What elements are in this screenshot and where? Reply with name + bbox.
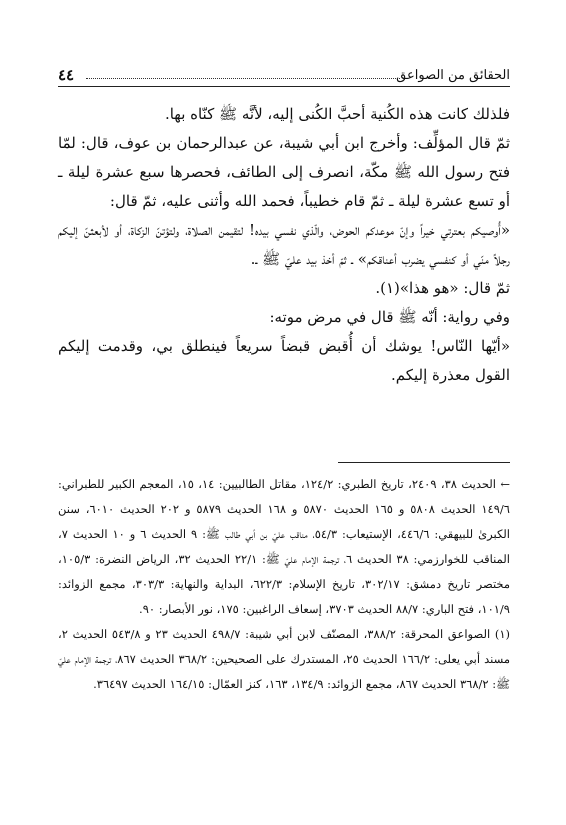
header-dot-leader [86, 78, 400, 79]
paragraph: ثمّ قال المؤلِّف: وأخرج ابن أبي شيبة، عن عبدالرحمان بن عوف، قال: لمّا فتح رسول الله ﷺ مكّة، انصرف إلى الطائف، فحصرها سبع عشرة ليلة ـ أو تسع عشرة ليلة ـ ثمّ قام خطيباً، فحمد الله وأثنى عليه، ثمّ قال: [58, 134, 510, 210]
quote-paragraph: «أيّها النّاس! يوشك أن أُقبض قبضاً سريعاً فينطلق بي، وقدمت إليكم القول معذرة إليكم. [58, 337, 510, 384]
header-rule [58, 86, 510, 87]
running-header [58, 64, 510, 88]
quote-paragraph: «أُوصيكم بعترتي خيراً وإنّ موعدكم الحوض، والّذي نفسي بيده! لتقيمن الصلاة، ولتؤتنّ الزكاة، أو لأبعثنّ إليكم رجلاً منّي أو كنفسي يضرب أعناقكم» ـ ثمّ أخذ بيد عليّ ﷺ ـ. [58, 221, 510, 268]
paragraph: وفي رواية: أنّه ﷺ قال في مرض موته: [269, 308, 510, 326]
paragraph: فلذلك كانت هذه الكُنية أحبَّ الكُنى إليه، لأنَّه ﷺ كنّاه بها. [164, 105, 510, 123]
book-title: الحقائق من الصواعق [396, 68, 510, 83]
paragraph: ثمّ قال: «هو هذا»(١). [375, 279, 510, 297]
footnotes [58, 472, 510, 697]
footnote-continuation: ← الحديث ٣٨، ٢٤٠٩، تاريخ الطبري: ١٢٤/٢، مقاتل الطالبيين: ١٤، ١٥، المعجم الكبير للطبراني: ١٤٩/٦ الحديث ٥٨٠٨ و ١٦٥ الحديث ٥٨٧٠ و ١٦٨ الحديث ٥٨٧٩ و ٢٠٢ الحديث ٦٠١٠، سنن الكبرىٰ للبيهقي: ٤٤٦/٦، الإستيعاب: ٥٤/٣، مناقب عليّ بن أبي طالب ﷺ: ٩ الحديث ٦ و ١٠ الحديث ٧، المناقب للخوارزمي: ٣٨ الحديث ٦، ترجمة الإمام عليّ ﷺ: ٢٢/١ الحديث ٣٢، الرياض النضرة: ١٠٥/٣، مختصر تاريخ دمشق: ٣٠٢/١٧، تاريخ الإسلام: ٦٢٢/٣، البداية والنهاية: ٣٠٣/٣، مجمع الزوائد: ١٠١/٩، فتح الباري: ٨٨/٧ الحديث ٣٧٠٣، إسعاف الراغبين: ١٧٥، نور الأبصار: ٩٠. [58, 477, 511, 616]
page-number: ٤٤ [58, 66, 75, 84]
footnote: (١) الصواعق المحرقة: ٣٨٨/٢، المصنّف لابن أبي شيبة: ٤٩٨/٧ الحديث ٢٣ و ٥٤٣/٨ الحديث ٢، مسند أبي يعلى: ١٦٦/٢ الحديث ٢٥، المستدرك على الصحيحين: ٣٦٨/٢ الحديث ٨٦٧، ترجمة الإمام عليّ ﷺ: ٣٦٨/٢ الحديث ٨٦٧، مجمع الزوائد: ١٣٤/٩، ١٦٣، كنز العمّال: ١٦٤/١٥ الحديث ٣٦٤٩٧. [58, 627, 511, 691]
main-text [58, 100, 510, 390]
footnote-separator [338, 462, 510, 463]
